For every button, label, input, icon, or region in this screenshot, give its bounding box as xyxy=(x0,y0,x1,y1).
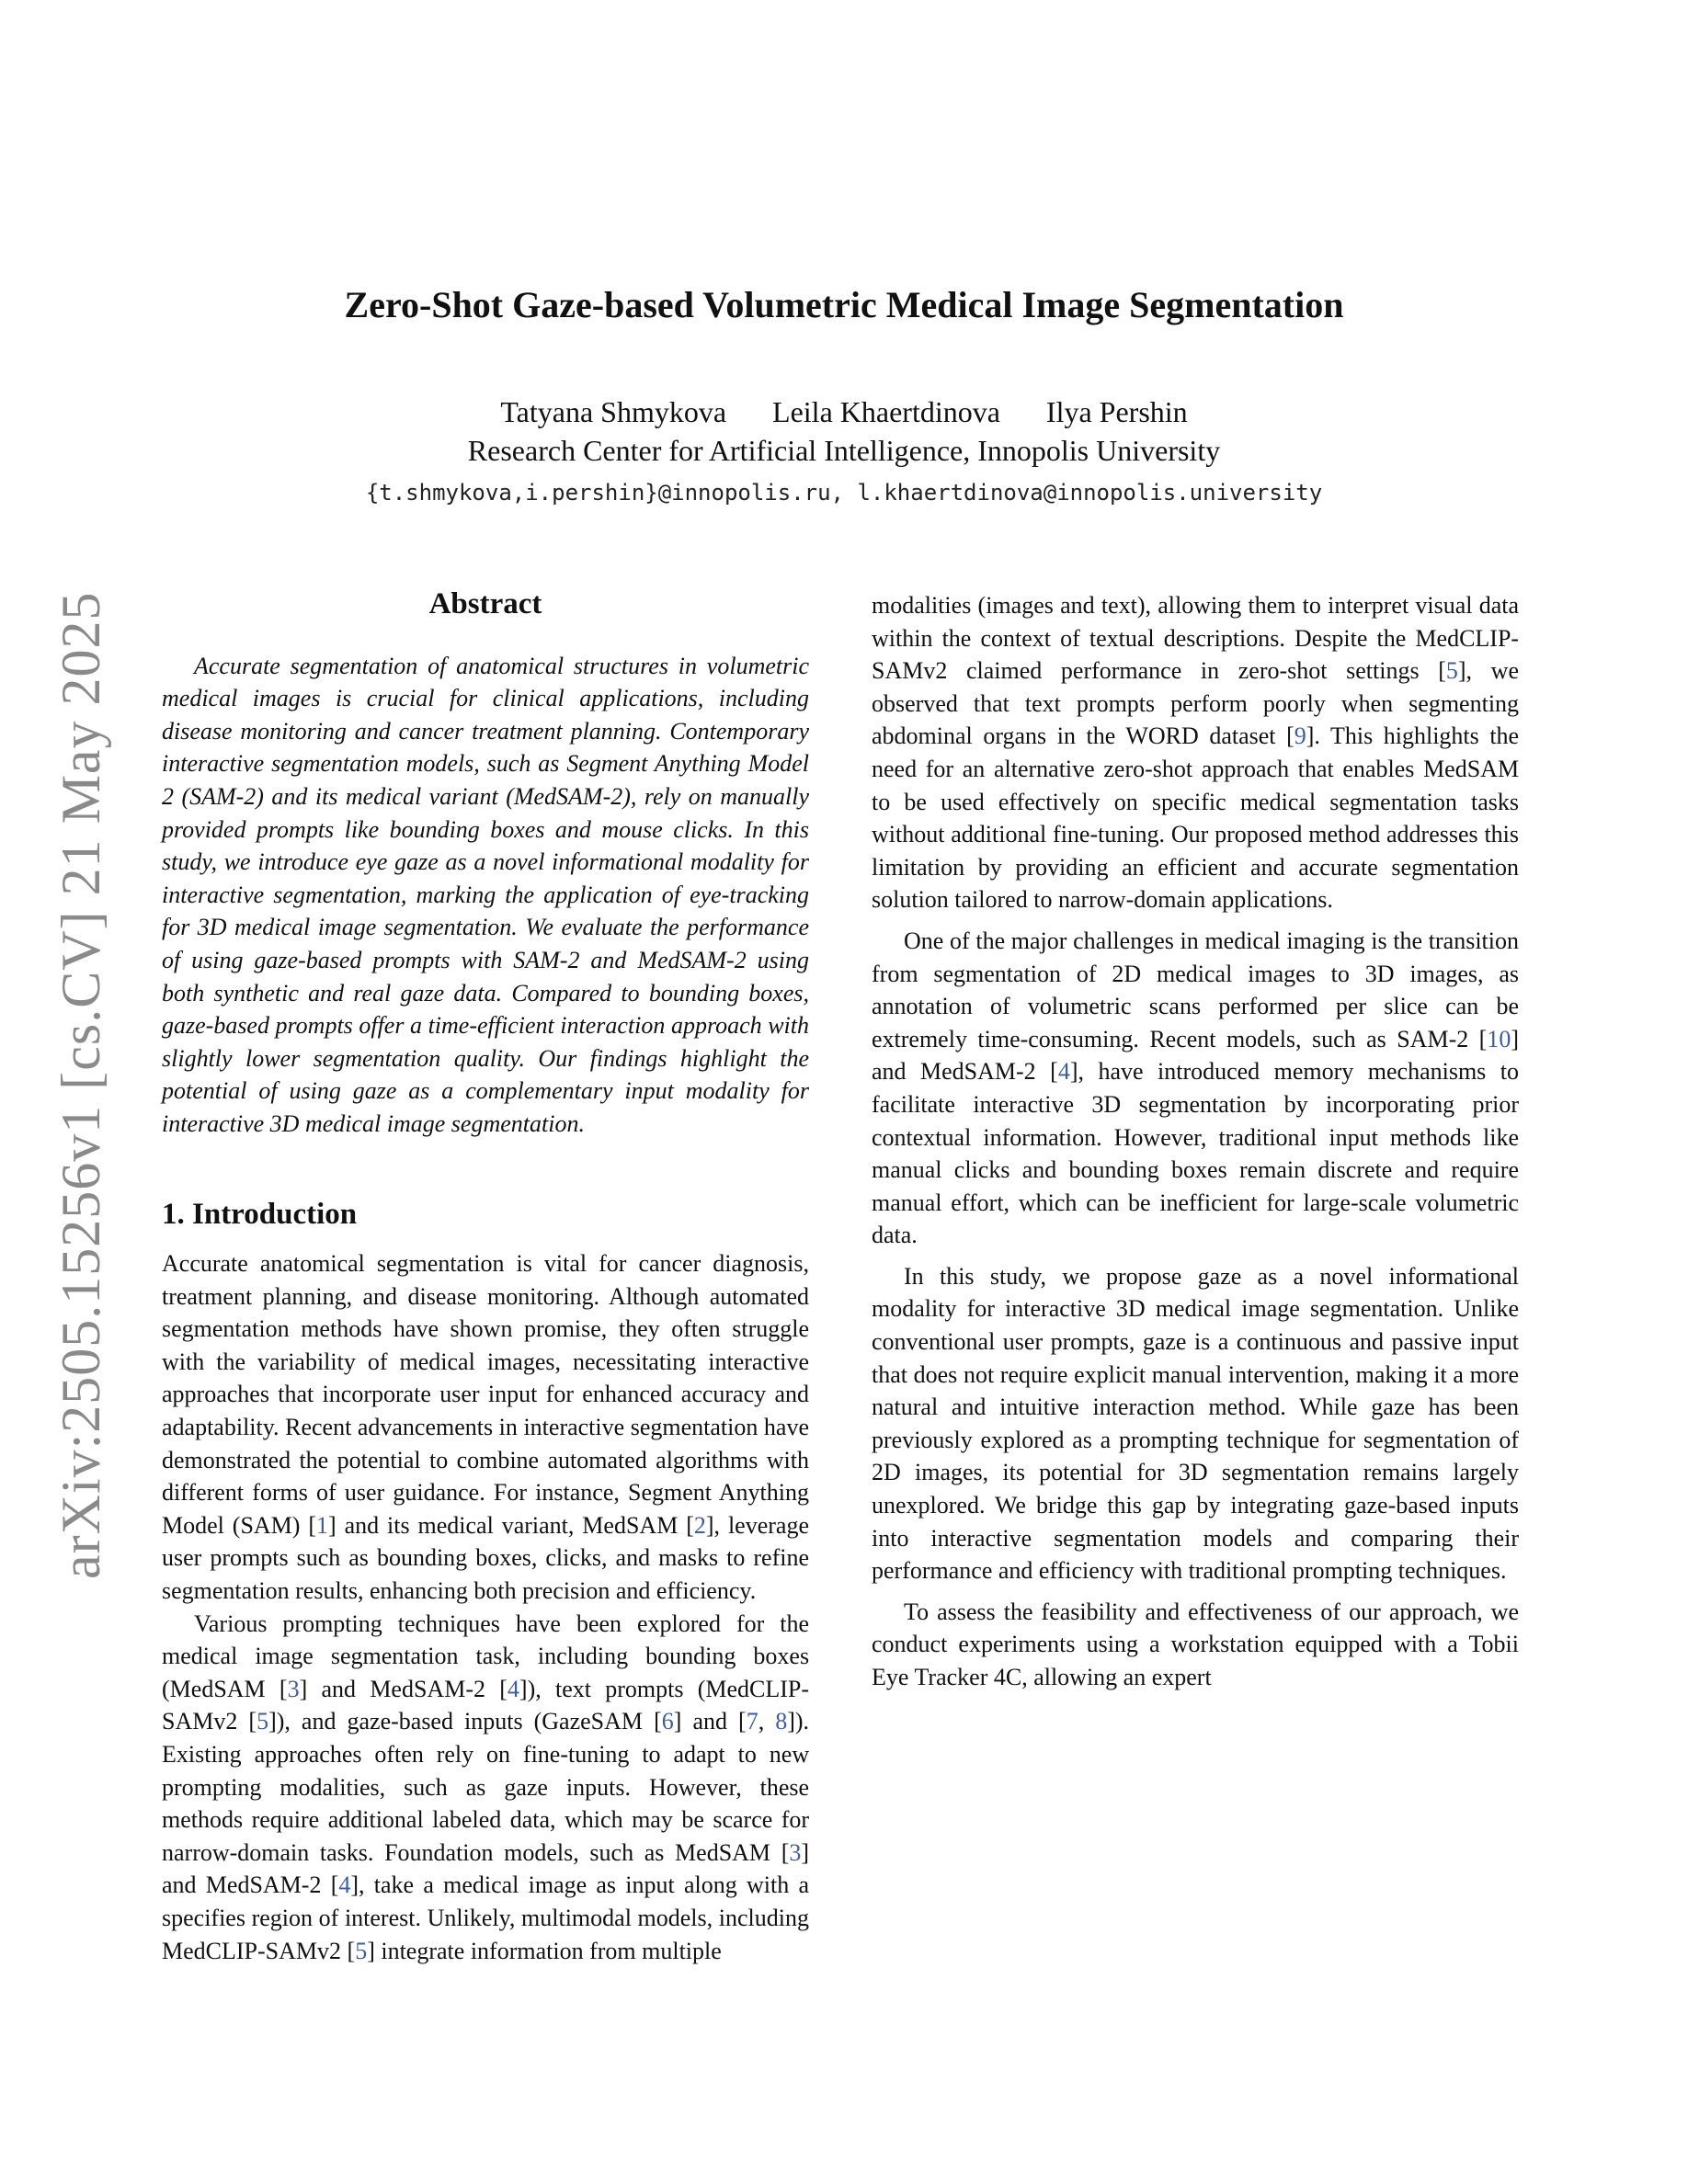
arxiv-identifier: arXiv:2505.15256v1 [cs.CV] 21 May 2025 xyxy=(51,591,111,1579)
right-column xyxy=(872,589,1519,1694)
author-name: Leila Khaertdinova xyxy=(772,395,1000,428)
citation-link[interactable]: 4 xyxy=(507,1675,519,1702)
citation-link[interactable]: 5 xyxy=(1445,657,1458,685)
intro-paragraph-4: In this study, we propose gaze as a novel informational modality for interactive 3D medical image segmentation. Unlike conventional user prompts, gaze is a continuous and passive input that does not require explicit manual intervention, making it a more natural and intuitive interaction method. While gaze has been previously explored as a prompting technique for segmentation of 2D images, its potential for 3D segmentation remains largely unexplored. We bridge this gap by integrating gaze-based inputs into interactive segmentation models and comparing their performance and efficiency with traditional prompting techniques. xyxy=(872,1262,1519,1585)
citation-link[interactable]: 4 xyxy=(1057,1058,1070,1086)
citation-link[interactable]: 3 xyxy=(789,1838,802,1866)
intro-paragraph-1: Accurate anatomical segmentation is vital for cancer diagnosis, treatment planning, and disease monitoring. Although automated segmentation methods have shown promise, they often struggle with the variability of medical images, necessitating interactive approaches that incorporate user input for enhanced accuracy and adaptability. Recent advancements in interactive segmentation have demonstrated the potential to combine automated algorithms with different forms of user guidance. For instance, Segment Anything Model (SAM) [1] and its medical variant, MedSAM [2], leverage user prompts such as bounding boxes, clicks, and masks to refine segmentation results, enhancing both precision and efficiency. xyxy=(162,1250,809,1605)
intro-paragraph-2-continued: modalities (images and text), allowing them to interpret visual data within the context of textual descriptions. Despite the MedCLIP-SAMv2 claimed performance in zero-shot settings [5], we observed that text prompts perform poorly when segmenting abdominal organs in the WORD dataset [9]. This highlights the need for an alternative zero-shot approach that enables MedSAM to be used effectively on specific medical segmentation tasks without additional fine-tuning. Our proposed method addresses this limitation by providing an efficient and accurate segmentation solution tailored to narrow-domain applications. xyxy=(872,592,1520,914)
citation-link[interactable]: 6 xyxy=(661,1708,674,1735)
author-list xyxy=(0,395,1688,429)
intro-paragraph-2: Various prompting techniques have been explored for the medical image segmentation task, including bounding boxes (MedSAM [3] and MedSAM-2 [4]), text prompts (MedCLIP-SAMv2 [5]), and gaze-based inputs (GazeSAM [6] and [7, 8]). Existing approaches often rely on fine-tuning to adapt to new prompting modalities, such as gaze inputs. However, these methods require additional labeled data, which may be scarce for narrow-domain tasks. Foundation models, such as MedSAM [3] and MedSAM-2 [4], take a medical image as input along with a specifies region of interest. Unlikely, multimodal models, including MedCLIP-SAMv2 [5] integrate information from multiple xyxy=(162,1610,810,1964)
citation-link[interactable]: 7 xyxy=(746,1708,758,1735)
citation-link[interactable]: 5 xyxy=(355,1937,368,1964)
citation-link[interactable]: 3 xyxy=(287,1675,300,1702)
citation-link[interactable]: 8 xyxy=(775,1708,788,1735)
intro-paragraph-5: To assess the feasibility and effectiveness of our approach, we conduct experiments using a workstation equipped with a Tobii Eye Tracker 4C, allowing an expert xyxy=(872,1598,1519,1690)
introduction-heading: 1. Introduction xyxy=(162,1197,358,1231)
intro-paragraph-3: One of the major challenges in medical imaging is the transition from segmentation of 2D medical images to 3D images, as annotation of volumetric scans performed per slice can be extremely time-consuming. Recent models, such as SAM-2 [10] and MedSAM-2 [4], have introduced memory mechanisms to facilitate interactive 3D segmentation by incorporating prior contextual information. However, traditional input methods like manual clicks and bounding boxes remain discrete and require manual effort, which can be inefficient for large-scale volumetric data. xyxy=(872,927,1519,1249)
citation-link[interactable]: 5 xyxy=(257,1708,269,1735)
citation-link[interactable]: 1 xyxy=(316,1511,329,1539)
citation-link[interactable]: 2 xyxy=(693,1511,706,1539)
author-name: Tatyana Shmykova xyxy=(500,395,727,428)
citation-link[interactable]: 4 xyxy=(338,1871,351,1899)
citation-link[interactable]: 9 xyxy=(1294,722,1306,750)
author-name: Ilya Pershin xyxy=(1045,395,1188,428)
citation-link[interactable]: 10 xyxy=(1487,1025,1511,1052)
affiliation: Research Center for Artificial Intelligence, Innopolis University xyxy=(467,434,1221,467)
abstract-heading: Abstract xyxy=(428,587,542,620)
paper-title: Zero-Shot Gaze-based Volumetric Medical Image Segmentation xyxy=(344,284,1344,325)
right-column-flow xyxy=(872,589,1519,916)
author-emails: {t.shmykova,i.pershin}@innopolis.ru, l.khaertdinova@innopolis.university xyxy=(365,480,1323,506)
left-column xyxy=(162,588,809,1967)
abstract-text: Accurate segmentation of anatomical structures in volumetric medical images is crucial for clinical applications, including disease monitoring and cancer treatment planning. Contemporary interactive segmentation models, such as Segment Anything Model 2 (SAM-2) and its medical variant (MedSAM-2), rely on manually provided prompts like bounding boxes and mouse clicks. In this study, we introduce eye gaze as a novel informational modality for interactive segmentation, marking the application of eye-tracking for 3D medical image segmentation. We evaluate the performance of using gaze-based prompts with SAM-2 and MedSAM-2 using both synthetic and real gaze data. Compared to bounding boxes, gaze-based prompts offer a time-efficient interaction approach with slightly lower segmentation quality. Our findings highlight the potential of using gaze as a complementary input modality for interactive 3D medical image segmentation. xyxy=(162,652,809,1137)
